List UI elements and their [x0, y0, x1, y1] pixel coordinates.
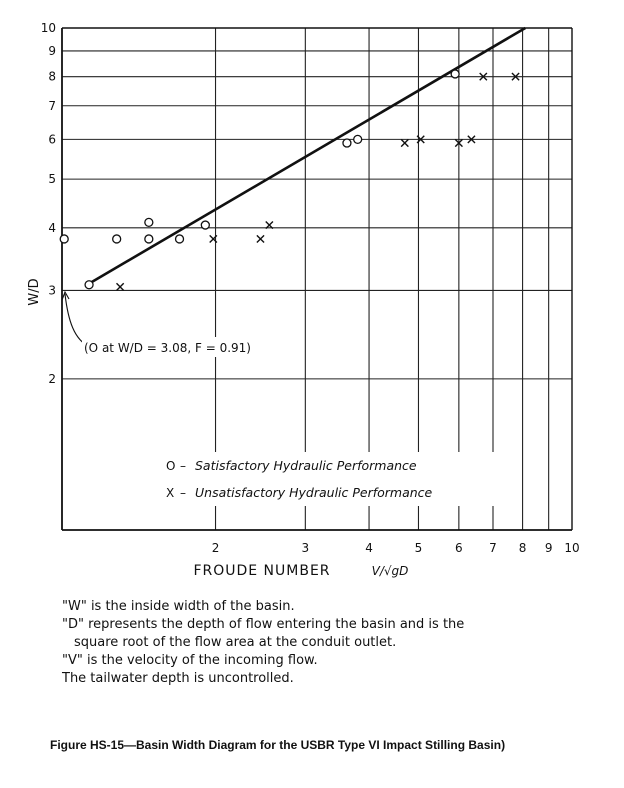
satisfactory-point: [176, 235, 184, 243]
satisfactory-point: [354, 135, 362, 143]
unsatisfactory-point: [117, 283, 124, 290]
satisfactory-point: [145, 235, 153, 243]
note-w: "W" is the inside width of the basin.: [62, 599, 295, 614]
x-axis-label: FROUDE NUMBER: [193, 563, 331, 579]
y-tick-label: 4: [48, 220, 56, 235]
x-tick-label: 6: [455, 541, 463, 555]
y-tick-label: 5: [48, 172, 56, 187]
figure-caption: Figure HS-15—Basin Width Diagram for the USBR Type VI Impact Stilling Basin): [50, 738, 506, 752]
x-tick-label: 2: [211, 541, 220, 555]
note-d: "D" represents the depth of flow entering the basin and is the: [62, 617, 465, 632]
satisfactory-point: [451, 70, 459, 78]
satisfactory-point: [201, 221, 209, 229]
x-tick-labels: [212, 541, 580, 555]
y-tick-label: 6: [48, 132, 56, 147]
unsatisfactory-point: [401, 139, 408, 146]
annotation-text: (O at W/D = 3.08, F = 0.91): [84, 341, 251, 355]
note-tailwater: The tailwater depth is uncontrolled.: [62, 671, 294, 686]
y-tick-label: 9: [48, 43, 56, 58]
y-tick-label: 10: [40, 21, 56, 35]
y-tick-label: 2: [48, 371, 56, 386]
y-axis-label: W/D: [27, 278, 42, 306]
satisfactory-point: [343, 139, 351, 147]
satisfactory-point: [60, 235, 68, 243]
annotation: [62, 292, 288, 357]
x-axis-formula: V/√gD: [371, 564, 409, 578]
x-tick-label: 8: [518, 541, 527, 555]
satisfactory-point: [113, 235, 121, 243]
design-line: [87, 28, 525, 285]
x-tick-label: 10: [564, 541, 580, 555]
legend-symbol-satisfactory: O: [166, 459, 176, 473]
x-tick-label: 3: [301, 541, 310, 555]
legend: [160, 452, 500, 506]
unsatisfactory-point: [257, 235, 264, 242]
y-tick-label: 3: [48, 283, 56, 298]
notes-block: [62, 598, 464, 688]
legend-dash-satisfactory: –: [180, 459, 186, 473]
legend-label-unsatisfactory: Unsatisfactory Hydraulic Performance: [195, 485, 433, 500]
y-tick-label: 8: [48, 69, 56, 84]
legend-symbol-unsatisfactory: X: [166, 486, 175, 500]
x-tick-label: 9: [544, 541, 553, 555]
x-tick-label: 7: [489, 541, 497, 555]
satisfactory-point: [145, 218, 153, 226]
legend-dash-unsatisfactory: –: [180, 486, 186, 500]
note-d-cont: square root of the flow area at the conduit outlet.: [74, 635, 397, 650]
x-tick-label: 5: [414, 541, 423, 555]
y-tick-labels: [41, 21, 56, 386]
y-tick-label: 7: [48, 98, 56, 113]
design-line-layer: [87, 28, 525, 285]
note-v: "V" is the velocity of the incoming flow.: [62, 653, 318, 668]
satisfactory-point: [85, 281, 93, 289]
legend-label-satisfactory: Satisfactory Hydraulic Performance: [195, 458, 417, 473]
x-tick-label: 4: [365, 541, 373, 555]
data-points: [60, 70, 519, 291]
